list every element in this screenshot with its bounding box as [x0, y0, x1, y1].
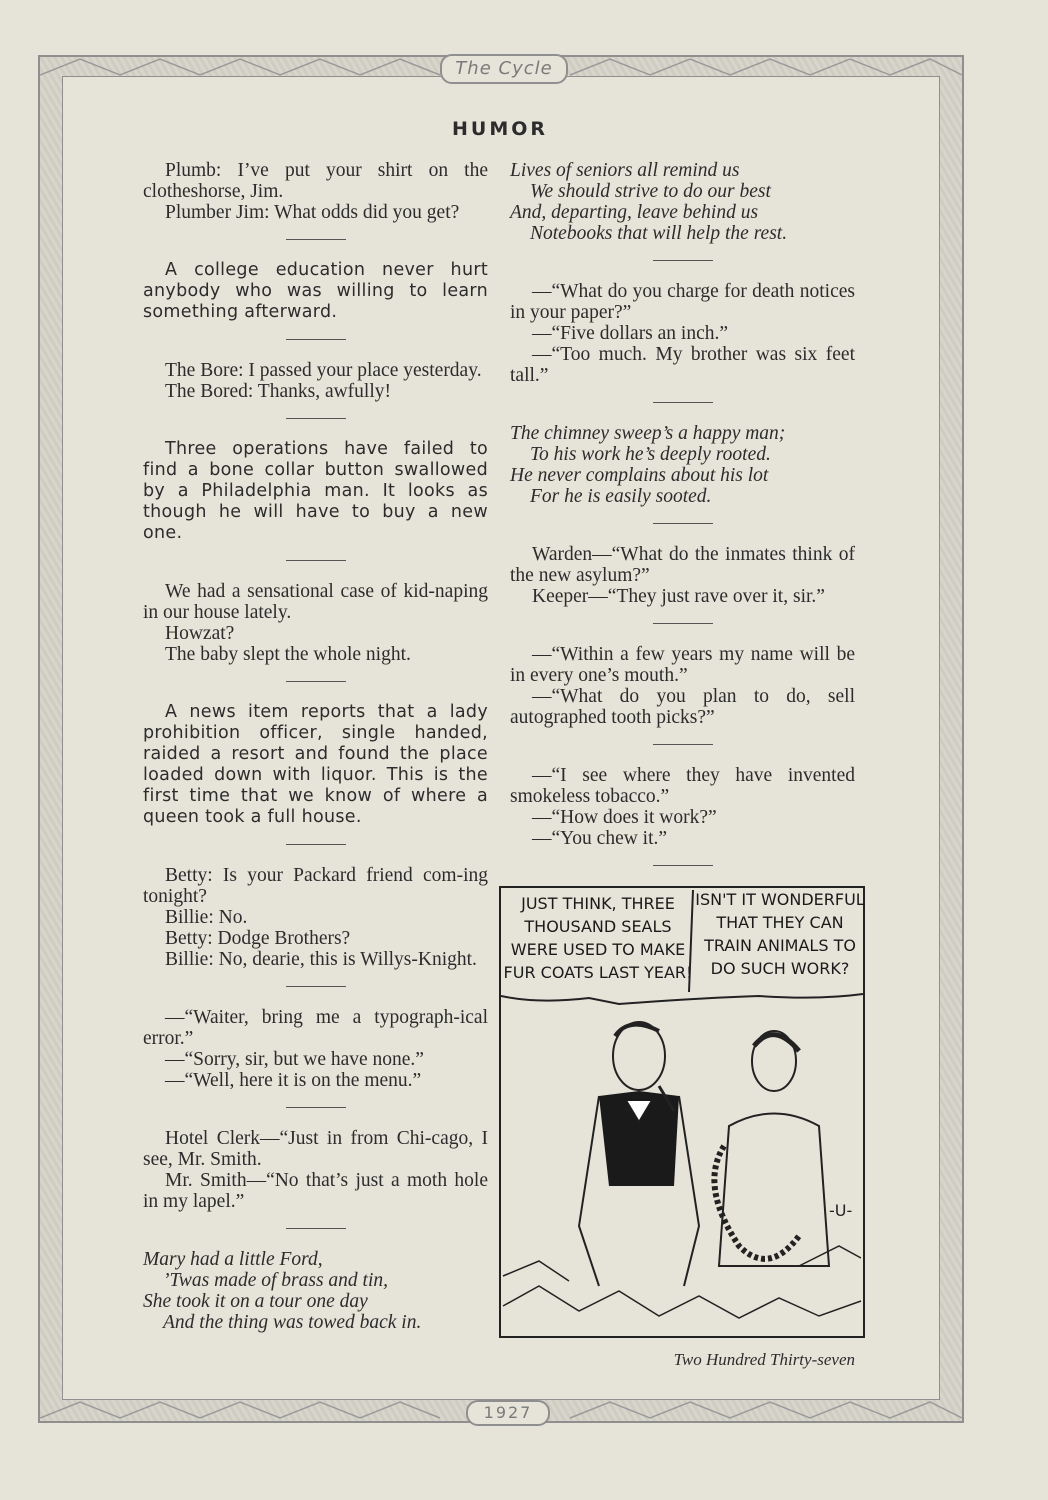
divider — [286, 1107, 346, 1108]
joke-collar-button — [143, 439, 488, 544]
divider — [653, 744, 713, 745]
poem-line: We should strive to do our best — [530, 181, 771, 202]
joke-line: —“Within a few years my name will be in every one’s mouth.” — [510, 644, 855, 686]
divider — [653, 260, 713, 261]
poem-seniors — [510, 160, 855, 244]
divider — [286, 339, 346, 340]
header-emblem: The Cycle — [440, 54, 568, 84]
joke-line: —“Five dollars an inch.” — [532, 323, 729, 344]
joke-line: Keeper—“They just rave over it, sir.” — [532, 586, 825, 607]
divider — [653, 623, 713, 624]
divider — [286, 681, 346, 682]
divider — [286, 560, 346, 561]
poem-line: Notebooks that will help the rest. — [530, 223, 788, 244]
divider — [286, 239, 346, 240]
poem-line: And the thing was towed back in. — [163, 1312, 422, 1333]
divider — [653, 865, 713, 866]
joke-line: Betty: Is your Packard friend com-ing tonight? — [143, 865, 488, 907]
joke-line: —“What do you plan to do, sell autographed tooth picks?” — [510, 686, 855, 728]
page-number-caption: Two Hundred Thirty-seven — [673, 1350, 855, 1369]
poem-line: The chimney sweep’s a happy man; — [510, 423, 786, 444]
divider — [653, 523, 713, 524]
divider — [286, 986, 346, 987]
joke-line: The Bored: Thanks, awfully! — [165, 381, 392, 402]
poem-line: She took it on a tour one day — [143, 1291, 368, 1312]
joke-line: —“What do you charge for death notices in your paper?” — [510, 281, 855, 323]
divider — [286, 418, 346, 419]
joke-line: —“Waiter, bring me a typograph-ical error.” — [143, 1007, 488, 1049]
joke-line: —“Too much. My brother was six feet tall.” — [510, 344, 855, 386]
joke-hotel-clerk — [143, 1128, 488, 1212]
joke-line: Hotel Clerk—“Just in from Chi-cago, I see, Mr. Smith. — [143, 1128, 488, 1170]
joke-line: A news item reports that a lady prohibition officer, single handed, raided a resort and found the place loaded down with liquor. This is the first time that we know of where a queen took a full house. — [143, 702, 488, 827]
joke-line: —“How does it work?” — [532, 807, 717, 828]
joke-line: The baby slept the whole night. — [165, 644, 411, 665]
right-column — [510, 160, 855, 886]
joke-line: Warden—“What do the inmates think of the new asylum?” — [510, 544, 855, 586]
poem-line: Lives of seniors all remind us — [510, 160, 740, 181]
joke-kidnaping — [143, 581, 488, 665]
joke-line: —“I see where they have invented smokeless tobacco.” — [510, 765, 855, 807]
poem-line: ’Twas made of brass and tin, — [163, 1270, 388, 1291]
joke-line: Plumb: I’ve put your shirt on the clotheshorse, Jim. — [143, 160, 488, 202]
speech-bubble-woman: ISN'T IT WONDERFUL THAT THEY CAN TRAIN ANIMALS TO DO SUCH WORK? — [695, 890, 865, 978]
joke-line: The Bore: I passed your place yesterday. — [165, 360, 482, 381]
joke-line: —“Sorry, sir, but we have none.” — [165, 1049, 424, 1070]
poem-line: For he is easily sooted. — [530, 486, 712, 507]
joke-line: We had a sensational case of kid-naping in our house lately. — [143, 581, 488, 623]
poem-line: Mary had a little Ford, — [143, 1249, 323, 1270]
joke-clotheshorse — [143, 160, 488, 223]
poem-line: He never complains about his lot — [510, 465, 769, 486]
joke-college — [143, 260, 488, 323]
joke-prohibition — [143, 702, 488, 828]
joke-line: Plumber Jim: What odds did you get? — [165, 202, 460, 223]
footer-year: 1927 — [466, 1400, 550, 1426]
joke-line: Billie: No. — [165, 907, 248, 928]
poem-line: To his work he’s deeply rooted. — [530, 444, 771, 465]
cartoon-illustration — [499, 886, 865, 1338]
joke-line: Billie: No, dearie, this is Willys-Knight. — [165, 949, 477, 970]
poem-line: And, departing, leave behind us — [510, 202, 759, 223]
joke-line: Howzat? — [165, 623, 235, 644]
joke-death-notices — [510, 281, 855, 386]
joke-packard — [143, 865, 488, 970]
joke-smokeless-tobacco — [510, 765, 855, 849]
joke-waiter — [143, 1007, 488, 1091]
poem-chimney-sweep — [510, 423, 855, 507]
joke-tooth-picks — [510, 644, 855, 728]
divider — [653, 402, 713, 403]
joke-line: —“You chew it.” — [532, 828, 668, 849]
joke-line: Mr. Smith—“No that’s just a moth hole in my lapel.” — [143, 1170, 488, 1212]
divider — [286, 844, 346, 845]
cartoon-signature: -U- — [829, 1201, 853, 1220]
left-column — [143, 160, 488, 1335]
joke-line: Three operations have failed to find a bone collar button swallowed by a Philadelphia man. It looks as though he will have to buy a new one. — [143, 439, 488, 543]
joke-line: A college education never hurt anybody who was willing to learn something afterward. — [143, 260, 488, 322]
poem-mary-ford — [143, 1249, 488, 1333]
joke-line: —“Well, here it is on the menu.” — [165, 1070, 422, 1091]
joke-bore — [143, 360, 488, 402]
divider — [286, 1228, 346, 1229]
joke-asylum — [510, 544, 855, 607]
page-heading: HUMOR — [451, 118, 549, 140]
joke-line: Betty: Dodge Brothers? — [165, 928, 351, 949]
speech-bubble-man: JUST THINK, THREE THOUSAND SEALS WERE USED TO MAKE FUR COATS LAST YEAR! — [503, 894, 693, 982]
